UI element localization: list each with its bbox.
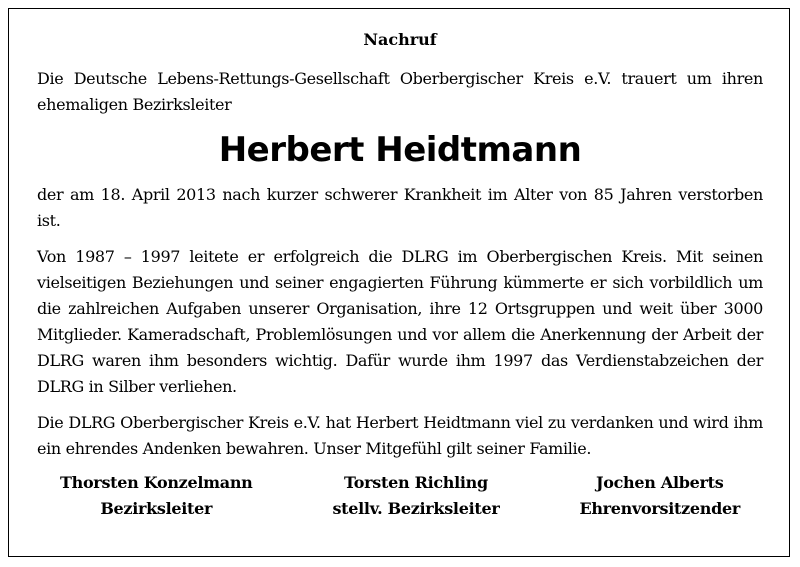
signatory-name: Jochen Alberts (595, 473, 724, 492)
death-paragraph: der am 18. April 2013 nach kurzer schwerer Krankheit im Alter von 85 Jahren verstorben ist. (37, 185, 763, 230)
intro-paragraph: Die Deutsche Lebens-Rettungs-Gesellschaft Oberbergischer Kreis e.V. trauert um ihren ehemaligen Bezirksleiter (37, 69, 763, 114)
obituary-content (37, 30, 763, 462)
signatures (60, 470, 740, 522)
signatory-title: Ehrenvorsitzender (579, 499, 740, 518)
signatory-name: Thorsten Konzelmann (60, 473, 253, 492)
signatory-title: Bezirksleiter (100, 499, 213, 518)
biography-paragraph: Von 1987 – 1997 leitete er erfolgreich die DLRG im Oberbergischen Kreis. Mit seinen vielseitigen Beziehungen und seiner engagierten Führung kümmerte er sich vorbildlich um die zahlreichen Aufgaben unserer Organisation, ihre 12 Ortsgruppen und weit über 3000 Mitglieder. Kameradschaft, Problemlösungen und vor allem die Anerkennung der Arbeit der DLRG waren ihm besonders wichtig. Dafür wurde ihm 1997 das Verdienstabzeichen der DLRG in Silber verliehen. (37, 247, 763, 396)
deceased-name: Herbert Heidtmann (218, 130, 582, 170)
signatory-2 (332, 470, 499, 522)
closing-paragraph: Die DLRG Oberbergischer Kreis e.V. hat Herbert Heidtmann viel zu verdanken und wird ihm ein ehrendes Andenken bewahren. Unser Mitgefühl gilt seiner Familie. (37, 413, 763, 458)
obituary-heading: Nachruf (363, 30, 437, 49)
signatory-3 (579, 470, 740, 522)
signatory-title: stellv. Bezirksleiter (332, 499, 500, 518)
signatory-name: Torsten Richling (344, 473, 488, 492)
signatory-1 (60, 470, 253, 522)
